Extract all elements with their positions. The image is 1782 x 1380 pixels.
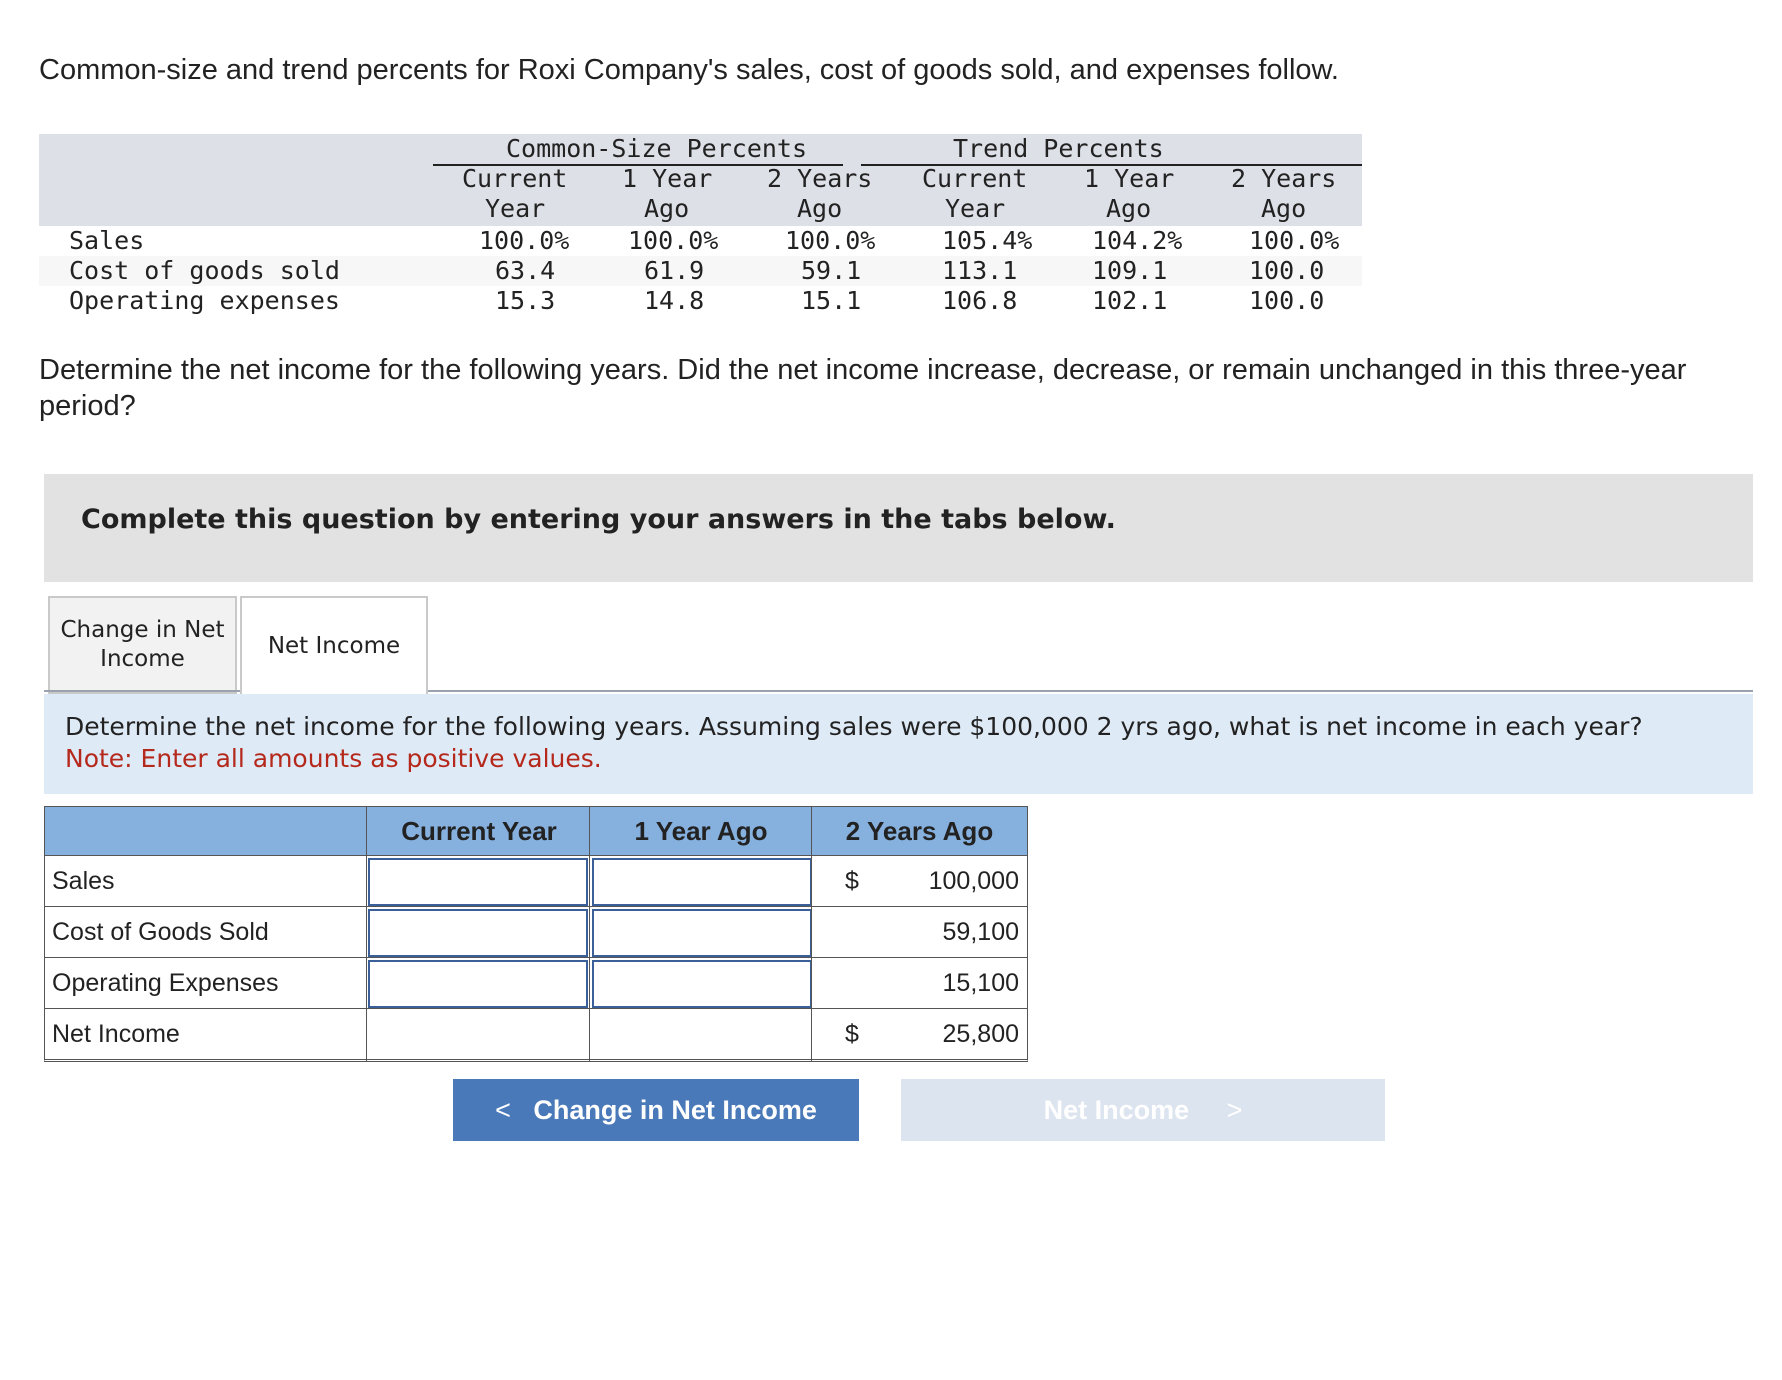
row-label-cogs: Cost of goods sold xyxy=(69,256,340,285)
cell: 100.0% xyxy=(785,226,876,255)
cell: 63.4 xyxy=(495,256,556,285)
banner-label: Complete this question by entering your answers in the tabs below. xyxy=(81,504,1116,535)
cell: 100.0% xyxy=(628,226,719,255)
cogs-2-years-ago-value: 59,100 xyxy=(942,918,1019,946)
intro-text: Common-size and trend percents for Roxi Company's sales, cost of goods sold, and expenses follow. xyxy=(39,54,1339,86)
instruction-note: Note: Enter all amounts as positive values. xyxy=(65,744,602,773)
col-header: 1 Year xyxy=(622,164,713,193)
cogs-1-year-ago-input[interactable] xyxy=(592,909,812,957)
net-income-table xyxy=(44,806,1028,1058)
row-label: Cost of Goods Sold xyxy=(52,918,269,946)
table-row-cogs xyxy=(44,907,1028,958)
active-tab-gap xyxy=(242,689,424,693)
percents-table xyxy=(39,134,1362,320)
column-divider xyxy=(811,806,812,1062)
col-header: Year xyxy=(945,194,1006,223)
column-divider xyxy=(366,806,367,1062)
table-row-operating-expenses xyxy=(44,958,1028,1009)
cell: 100.0 xyxy=(1249,286,1325,315)
tab-net-income[interactable] xyxy=(240,596,428,694)
instructions-banner xyxy=(44,474,1753,582)
col-header: 1 Year xyxy=(1084,164,1175,193)
tab-label: Change in Net Income xyxy=(60,617,225,672)
col-header: Ago xyxy=(1106,194,1152,223)
cell: 105.4% xyxy=(942,226,1033,255)
tab-change-in-net-income[interactable] xyxy=(48,596,237,694)
col-header: Ago xyxy=(644,194,690,223)
group-header-trend: Trend Percents xyxy=(953,134,1164,163)
sales-2-years-ago-value: 100,000 xyxy=(928,867,1019,895)
tab-instructions xyxy=(44,694,1753,794)
cell: 113.1 xyxy=(942,256,1018,285)
chevron-right-icon: > xyxy=(1226,1094,1243,1125)
cell: 15.1 xyxy=(801,286,862,315)
cell: 106.8 xyxy=(942,286,1018,315)
next-tab-label: Net Income xyxy=(1043,1094,1190,1125)
col-header: Current xyxy=(462,164,568,193)
col-header: Ago xyxy=(1261,194,1307,223)
opex-1-year-ago-input[interactable] xyxy=(592,960,812,1008)
cell: 100.0% xyxy=(1249,226,1340,255)
col-header: 2 Years xyxy=(1231,164,1337,193)
cell: 109.1 xyxy=(1092,256,1168,285)
table-header-row xyxy=(44,806,1028,856)
chevron-left-icon: < xyxy=(495,1094,511,1125)
row-label: Net Income xyxy=(52,1020,180,1048)
question-text: Determine the net income for the following years. Did the net income increase, decrease, or remain unchanged in this three-year period? xyxy=(39,354,1687,422)
dollar-sign: $ xyxy=(845,1020,859,1048)
cell: 59.1 xyxy=(801,256,862,285)
dollar-sign: $ xyxy=(845,867,859,895)
col-header: Ago xyxy=(797,194,843,223)
row-label: Operating Expenses xyxy=(52,969,279,997)
col-header: Current xyxy=(922,164,1028,193)
table-row-sales xyxy=(44,856,1028,907)
cogs-current-year-input[interactable] xyxy=(368,909,588,957)
next-tab-button[interactable] xyxy=(901,1079,1385,1141)
opex-2-years-ago-value: 15,100 xyxy=(942,969,1019,997)
table-row-net-income xyxy=(44,1009,1028,1062)
col-header-current-year: Current Year xyxy=(401,816,557,846)
prev-tab-label: Change in Net Income xyxy=(533,1094,817,1125)
tab-label: Net Income xyxy=(267,632,401,659)
cell: 104.2% xyxy=(1092,226,1183,255)
instruction-text: Determine the net income for the following years. Assuming sales were $100,000 2 yrs ago, what is net income in each year? xyxy=(65,712,1643,741)
net-income-2-years-ago-value: 25,800 xyxy=(942,1020,1019,1048)
column-divider xyxy=(589,806,590,1062)
row-label-opex: Operating expenses xyxy=(69,286,340,315)
col-header: 2 Years xyxy=(767,164,873,193)
cell: 102.1 xyxy=(1092,286,1168,315)
opex-current-year-input[interactable] xyxy=(368,960,588,1008)
cell: 100.0 xyxy=(1249,256,1325,285)
row-label-sales: Sales xyxy=(69,226,145,255)
cell: 15.3 xyxy=(495,286,556,315)
cell: 61.9 xyxy=(644,256,705,285)
sales-current-year-input[interactable] xyxy=(368,858,588,906)
prev-tab-button[interactable] xyxy=(453,1079,859,1141)
row-label: Sales xyxy=(52,867,115,895)
cell: 14.8 xyxy=(644,286,705,315)
cell: 100.0% xyxy=(479,226,570,255)
col-header-1-year-ago: 1 Year Ago xyxy=(634,816,768,846)
sales-1-year-ago-input[interactable] xyxy=(592,858,812,906)
group-header-common-size: Common-Size Percents xyxy=(506,134,808,163)
col-header-2-years-ago: 2 Years Ago xyxy=(845,816,994,846)
col-header: Year xyxy=(485,194,546,223)
